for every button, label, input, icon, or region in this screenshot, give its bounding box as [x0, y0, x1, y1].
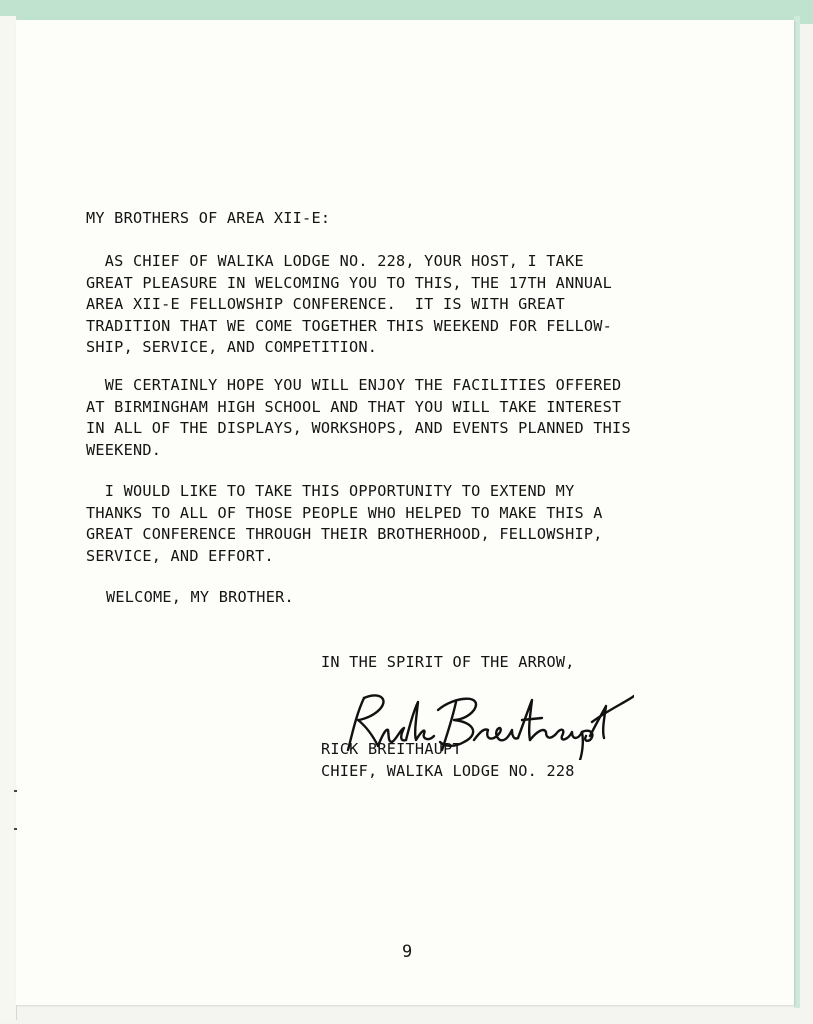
signer-title: CHIEF, WALIKA LODGE NO. 228: [321, 762, 575, 780]
signer-name: RICK BREITHAUPT: [321, 740, 462, 758]
document-page: [16, 20, 794, 1005]
welcome-line: WELCOME, MY BROTHER.: [106, 588, 294, 606]
paragraph-facilities: WE CERTAINLY HOPE YOU WILL ENJOY THE FACILITIES OFFERED AT BIRMINGHAM HIGH SCHOOL AND THAT YOU WILL TAKE INTEREST IN ALL OF THE DISPLAYS, WORKSHOPS, AND EVENTS PLANNED THIS WEEKEND.: [86, 376, 631, 459]
left-page-edge: [0, 16, 17, 1020]
closing-line: IN THE SPIRIT OF THE ARROW,: [321, 653, 575, 671]
paragraph-thanks: I WOULD LIKE TO TAKE THIS OPPORTUNITY TO EXTEND MY THANKS TO ALL OF THOSE PEOPLE WHO HELPED TO MAKE THIS A GREAT CONFERENCE THROUGH THEIR BROTHERHOOD, FELLOWSHIP, SERVICE, AND EFFORT.: [86, 482, 603, 565]
scan-right-border: [794, 16, 800, 1008]
paragraph-welcome: AS CHIEF OF WALIKA LODGE NO. 228, YOUR HOST, I TAKE GREAT PLEASURE IN WELCOMING YOU TO THIS, THE 17TH ANNUAL AREA XII-E FELLOWSHIP CONFERENCE. IT IS WITH GREAT TRADITION THAT WE COME TOGETHER THIS WEEKEND FOR FELLOW- SHIP, SERVICE, AND COMPETITION.: [86, 252, 613, 357]
page-number: 9: [402, 942, 413, 962]
salutation: MY BROTHERS OF AREA XII-E:: [86, 209, 331, 227]
